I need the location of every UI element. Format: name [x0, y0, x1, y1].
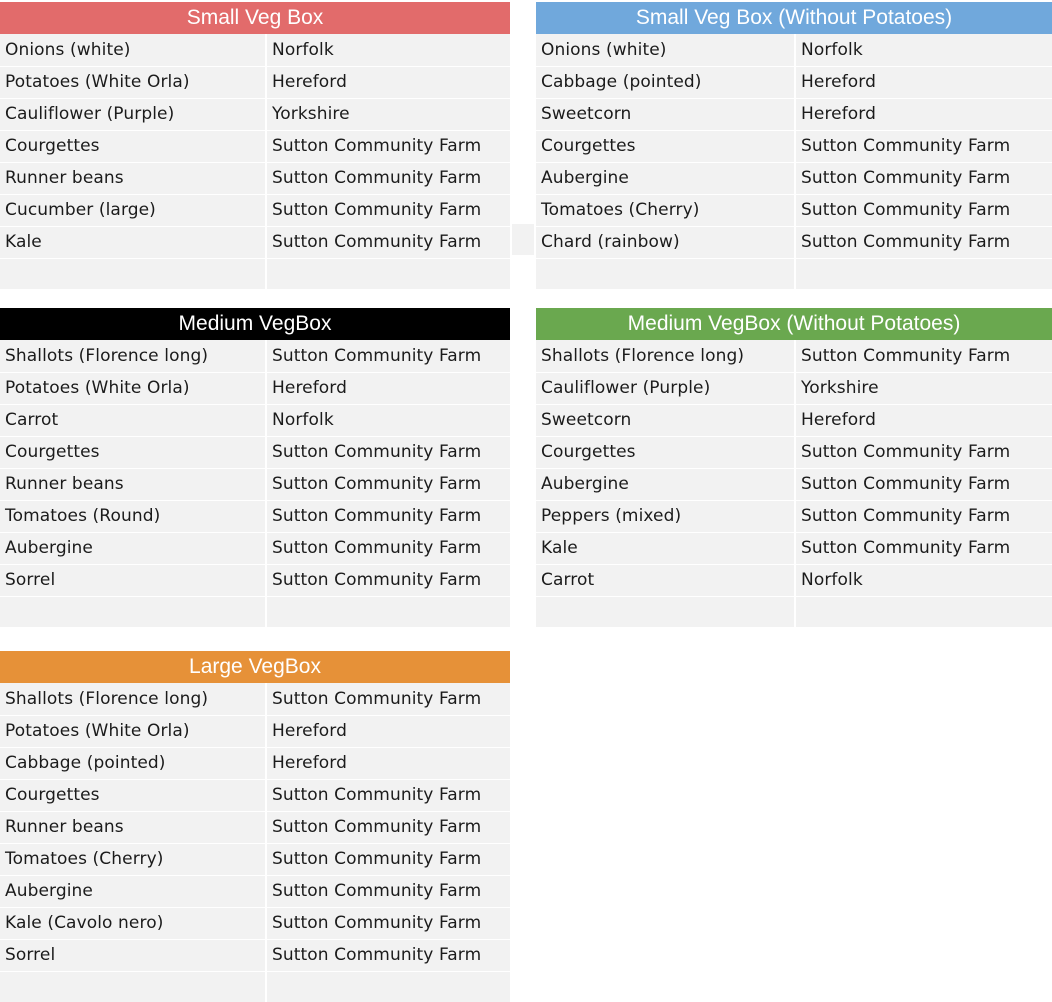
- veg-name-cell[interactable]: Courgettes: [0, 780, 267, 811]
- table-row: [0, 162, 510, 194]
- cell-divider-strip: [512, 224, 534, 255]
- veg-name-cell[interactable]: Aubergine: [536, 469, 796, 500]
- veg-name-cell[interactable]: Carrot: [536, 565, 796, 596]
- veg-name-cell[interactable]: Potatoes (White Orla): [0, 373, 267, 404]
- veg-name-cell[interactable]: Sweetcorn: [536, 405, 796, 436]
- medium-vegbox-without-potatoes-table: [536, 308, 1052, 627]
- origin-cell[interactable]: Hereford: [272, 378, 347, 398]
- origin-cell[interactable]: Norfolk: [272, 40, 334, 60]
- table-row: [0, 564, 510, 596]
- empty-cell[interactable]: [0, 259, 267, 289]
- origin-cell[interactable]: Yorkshire: [801, 378, 879, 398]
- veg-name-cell[interactable]: Sorrel: [0, 940, 267, 971]
- empty-cell[interactable]: [796, 259, 1052, 289]
- veg-name-cell[interactable]: Aubergine: [536, 163, 796, 194]
- empty-row: [536, 258, 1052, 289]
- empty-cell[interactable]: [267, 972, 510, 1002]
- table-row: [536, 532, 1052, 564]
- small-veg-box-table: [0, 2, 510, 289]
- table-row: [536, 404, 1052, 436]
- veg-name-cell[interactable]: Kale (Cavolo nero): [0, 908, 267, 939]
- table-row: [0, 715, 510, 747]
- origin-cell[interactable]: Sutton Community Farm: [272, 881, 482, 901]
- small-veg-box-without-potatoes-table: [536, 2, 1052, 289]
- table-row: [536, 340, 1052, 372]
- table-row: [0, 130, 510, 162]
- empty-cell[interactable]: [0, 972, 267, 1002]
- table-row: [0, 436, 510, 468]
- table-row: [536, 226, 1052, 258]
- table-row: [0, 468, 510, 500]
- veg-name-cell[interactable]: Cabbage (pointed): [536, 67, 796, 98]
- medium-vegbox-table: [0, 308, 510, 627]
- veg-name-cell[interactable]: Shallots (Florence long): [536, 340, 796, 372]
- origin-cell[interactable]: Sutton Community Farm: [272, 136, 482, 156]
- veg-name-cell[interactable]: Aubergine: [0, 533, 267, 564]
- table-row: [0, 811, 510, 843]
- origin-cell[interactable]: Sutton Community Farm: [272, 849, 482, 869]
- veg-name-cell[interactable]: Aubergine: [0, 876, 267, 907]
- veg-name-cell[interactable]: Runner beans: [0, 812, 267, 843]
- veg-name-cell[interactable]: Tomatoes (Cherry): [0, 844, 267, 875]
- veg-name-cell[interactable]: Sweetcorn: [536, 99, 796, 130]
- veg-name-cell[interactable]: Courgettes: [0, 437, 267, 468]
- veg-name-cell[interactable]: Peppers (mixed): [536, 501, 796, 532]
- origin-cell[interactable]: Sutton Community Farm: [801, 200, 1011, 220]
- veg-name-cell[interactable]: Onions (white): [0, 34, 267, 66]
- origin-cell[interactable]: Sutton Community Farm: [272, 817, 482, 837]
- origin-cell[interactable]: Hereford: [272, 721, 347, 741]
- table-row: [0, 843, 510, 875]
- table-row: [0, 532, 510, 564]
- veg-name-cell[interactable]: Courgettes: [0, 131, 267, 162]
- veg-name-cell[interactable]: Tomatoes (Round): [0, 501, 267, 532]
- medium-vegbox-without-potatoes-title: Medium VegBox (Without Potatoes): [536, 308, 1052, 340]
- table-row: [0, 194, 510, 226]
- veg-name-cell[interactable]: Shallots (Florence long): [0, 683, 267, 715]
- table-row: [0, 226, 510, 258]
- table-row: [536, 372, 1052, 404]
- veg-name-cell[interactable]: Potatoes (White Orla): [0, 67, 267, 98]
- veg-name-cell[interactable]: Courgettes: [536, 131, 796, 162]
- origin-cell[interactable]: Sutton Community Farm: [801, 136, 1011, 156]
- table-row: [0, 500, 510, 532]
- veg-name-cell[interactable]: Tomatoes (Cherry): [536, 195, 796, 226]
- veg-name-cell[interactable]: Sorrel: [0, 565, 267, 596]
- origin-cell[interactable]: Sutton Community Farm: [801, 538, 1011, 558]
- origin-cell[interactable]: Sutton Community Farm: [272, 785, 482, 805]
- table-row: [0, 939, 510, 971]
- veg-name-cell[interactable]: Carrot: [0, 405, 267, 436]
- empty-cell[interactable]: [796, 597, 1052, 627]
- empty-cell[interactable]: [267, 259, 510, 289]
- origin-cell[interactable]: Sutton Community Farm: [801, 168, 1011, 188]
- veg-name-cell[interactable]: Kale: [0, 227, 267, 258]
- origin-cell[interactable]: Sutton Community Farm: [801, 232, 1011, 252]
- table-row: [0, 404, 510, 436]
- veg-name-cell[interactable]: Kale: [536, 533, 796, 564]
- table-row: [536, 436, 1052, 468]
- origin-cell[interactable]: Norfolk: [801, 570, 863, 590]
- table-row: [536, 468, 1052, 500]
- empty-cell[interactable]: [536, 597, 796, 627]
- large-vegbox-title: Large VegBox: [0, 651, 510, 683]
- large-vegbox-table: [0, 651, 510, 1002]
- origin-cell[interactable]: Sutton Community Farm: [272, 689, 482, 709]
- table-row: [536, 130, 1052, 162]
- table-row: [0, 66, 510, 98]
- small-veg-box-rows: [0, 34, 510, 289]
- table-row: [536, 34, 1052, 66]
- veg-name-cell[interactable]: Shallots (Florence long): [0, 340, 267, 372]
- table-row: [0, 98, 510, 130]
- origin-cell[interactable]: Sutton Community Farm: [272, 570, 482, 590]
- veg-name-cell[interactable]: Onions (white): [536, 34, 796, 66]
- medium-vegbox-title: Medium VegBox: [0, 308, 510, 340]
- table-row: [0, 779, 510, 811]
- veg-name-cell[interactable]: Chard (rainbow): [536, 227, 796, 258]
- small-veg-box-title: Small Veg Box: [0, 2, 510, 34]
- table-row: [0, 372, 510, 404]
- origin-cell[interactable]: Sutton Community Farm: [272, 474, 482, 494]
- origin-cell[interactable]: Hereford: [272, 753, 347, 773]
- origin-cell[interactable]: Sutton Community Farm: [801, 346, 1011, 366]
- medium-vegbox-rows: [0, 340, 510, 627]
- origin-cell[interactable]: Norfolk: [272, 410, 334, 430]
- veg-name-cell[interactable]: Cauliflower (Purple): [0, 99, 267, 130]
- medium-vegbox-without-potatoes-rows: [536, 340, 1052, 627]
- origin-cell[interactable]: Sutton Community Farm: [272, 168, 482, 188]
- small-veg-box-without-potatoes-title: Small Veg Box (Without Potatoes): [536, 2, 1052, 34]
- origin-cell[interactable]: Sutton Community Farm: [272, 945, 482, 965]
- table-row: [0, 340, 510, 372]
- table-row: [0, 34, 510, 66]
- empty-row: [0, 971, 510, 1002]
- empty-cell[interactable]: [267, 597, 510, 627]
- origin-cell[interactable]: Sutton Community Farm: [801, 442, 1011, 462]
- origin-cell[interactable]: Hereford: [801, 104, 876, 124]
- veg-name-cell[interactable]: Runner beans: [0, 163, 267, 194]
- empty-cell[interactable]: [0, 597, 267, 627]
- table-row: [536, 194, 1052, 226]
- empty-cell[interactable]: [536, 259, 796, 289]
- origin-cell[interactable]: Hereford: [801, 410, 876, 430]
- origin-cell[interactable]: Norfolk: [801, 40, 863, 60]
- veg-name-cell[interactable]: Cauliflower (Purple): [536, 373, 796, 404]
- table-row: [0, 907, 510, 939]
- table-row: [536, 564, 1052, 596]
- veg-name-cell[interactable]: Courgettes: [536, 437, 796, 468]
- empty-row: [0, 596, 510, 627]
- small-veg-box-without-potatoes-rows: [536, 34, 1052, 289]
- veg-name-cell[interactable]: Potatoes (White Orla): [0, 716, 267, 747]
- empty-row: [0, 258, 510, 289]
- table-row: [0, 875, 510, 907]
- table-row: [0, 747, 510, 779]
- table-row: [536, 162, 1052, 194]
- origin-cell[interactable]: Hereford: [272, 72, 347, 92]
- origin-cell[interactable]: Sutton Community Farm: [801, 506, 1011, 526]
- origin-cell[interactable]: Sutton Community Farm: [272, 506, 482, 526]
- origin-cell[interactable]: Sutton Community Farm: [272, 346, 482, 366]
- origin-cell[interactable]: Sutton Community Farm: [272, 200, 482, 220]
- veg-name-cell[interactable]: Runner beans: [0, 469, 267, 500]
- origin-cell[interactable]: Sutton Community Farm: [272, 913, 482, 933]
- origin-cell[interactable]: Sutton Community Farm: [272, 442, 482, 462]
- empty-row: [536, 596, 1052, 627]
- origin-cell[interactable]: Hereford: [801, 72, 876, 92]
- origin-cell[interactable]: Sutton Community Farm: [272, 232, 482, 252]
- origin-cell[interactable]: Yorkshire: [272, 104, 350, 124]
- table-row: [536, 500, 1052, 532]
- table-row: [0, 683, 510, 715]
- large-vegbox-rows: [0, 683, 510, 1002]
- veg-name-cell[interactable]: Cabbage (pointed): [0, 748, 267, 779]
- table-row: [536, 66, 1052, 98]
- veg-name-cell[interactable]: Cucumber (large): [0, 195, 267, 226]
- origin-cell[interactable]: Sutton Community Farm: [801, 474, 1011, 494]
- origin-cell[interactable]: Sutton Community Farm: [272, 538, 482, 558]
- table-row: [536, 98, 1052, 130]
